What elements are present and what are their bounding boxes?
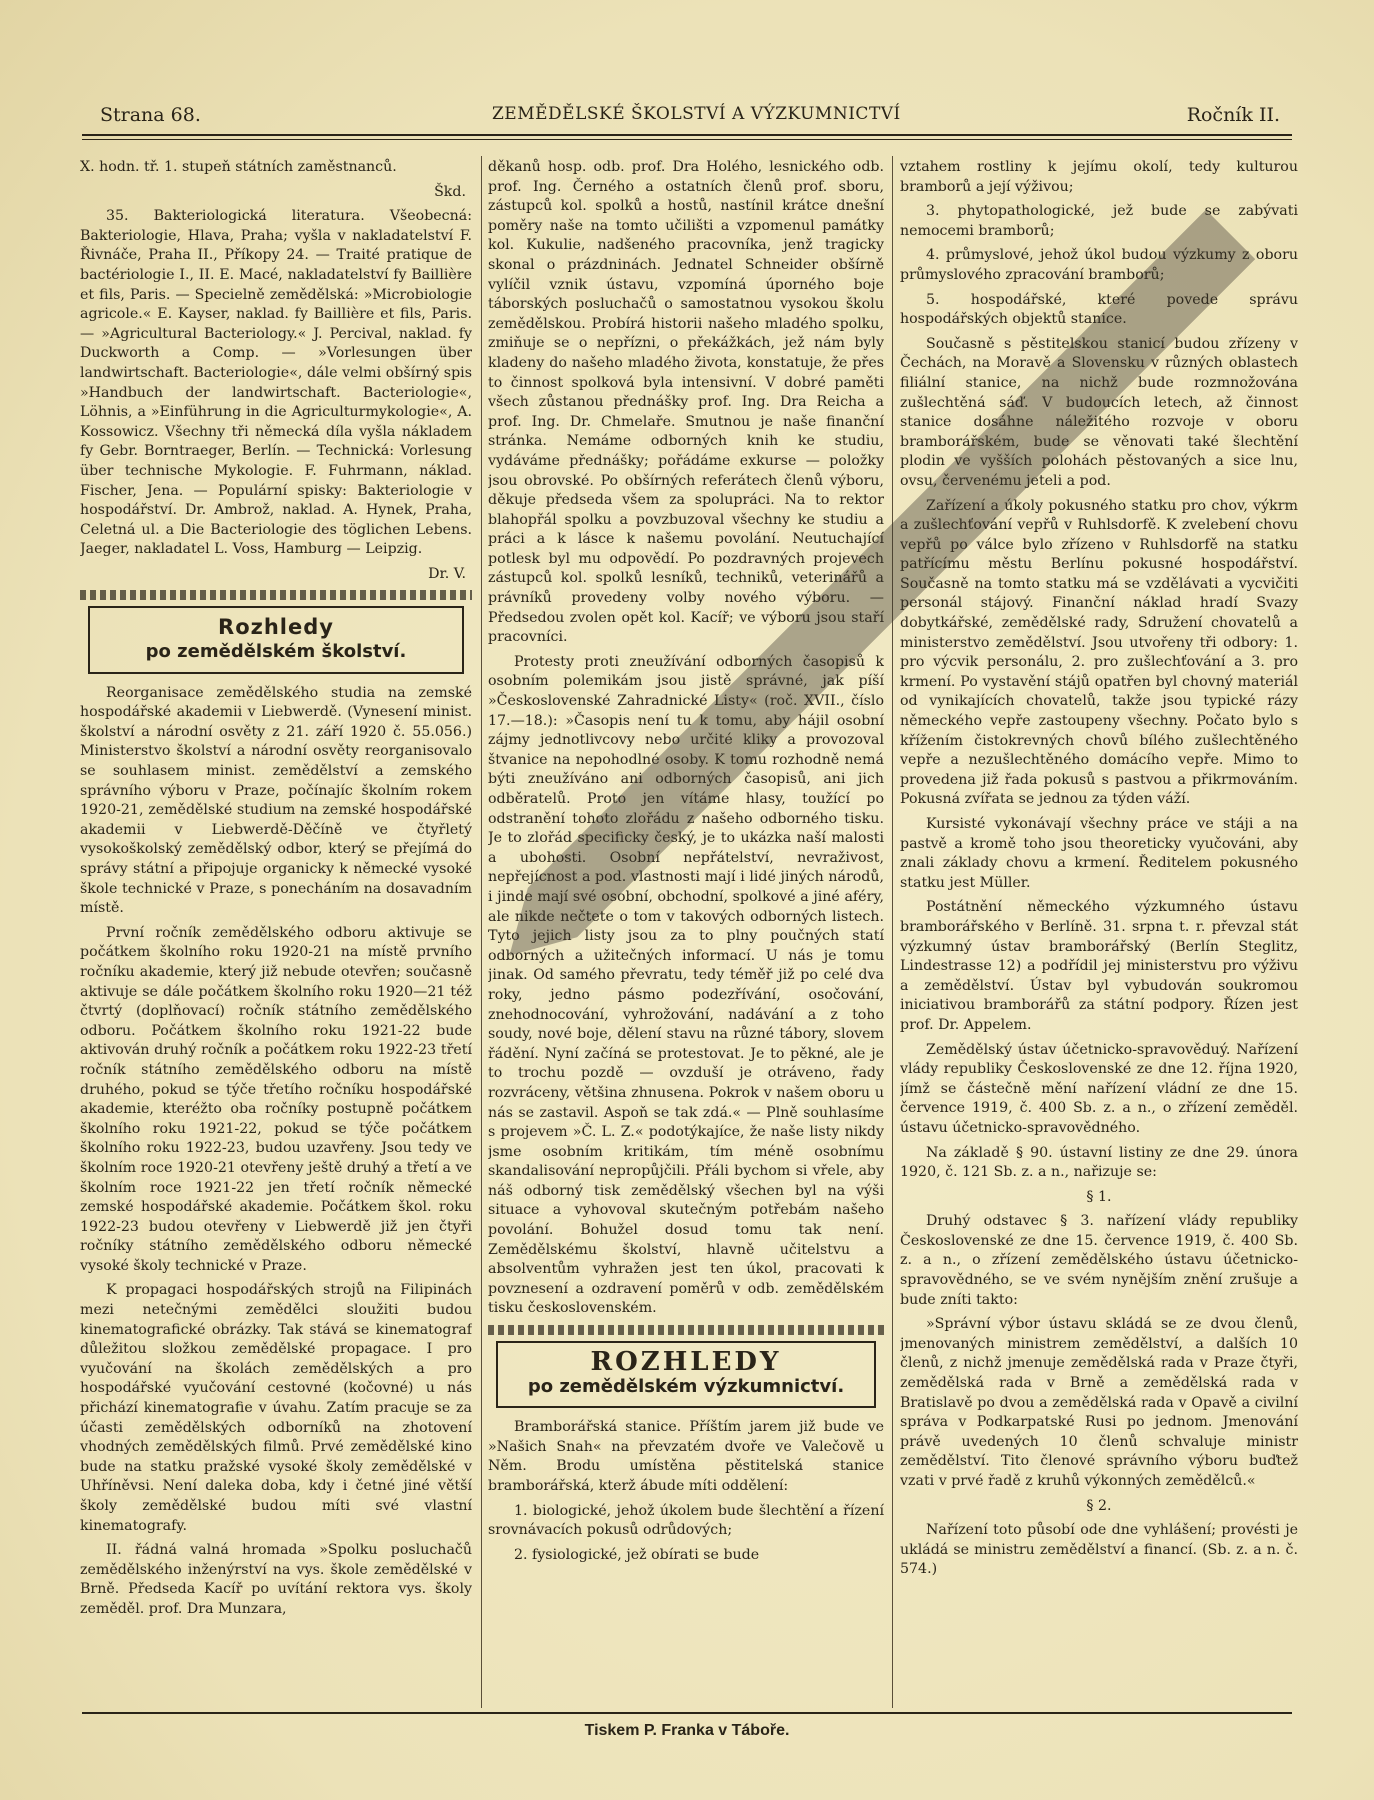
article-text: Na základě § 90. ústavní listiny ze dne 29. února 1920, č. 121 Sb. z. a n., nařizuje se: <box>900 1144 1298 1181</box>
volume-number: Ročník II. <box>1186 104 1280 126</box>
article-reorganisation: Reorganisace zemědělského studia na zemské hospodářské akademii v Liebwerdě. (Vynesení minist. školství a národní osvěty z 21. září 1920 č. 55.056.) Ministerstvo školství a národní osvěty reorganisovalo se souhlasem minist. zemědělství a zemského správního výboru v Praze, počínajíc školním rokem 1920-21, zemědělské studium na zemské hospodářské akademii v Liebwerdě-Děčíně ve čtyřletý vysokoškolský zemědělský odbor, který se přejímá do správy státní a připojuje organicky k německé vysoké škole technické v Praze, s ponecháním na dosavadním místě. <box>80 684 472 917</box>
article-text: vztahem rostliny k jejímu okolí, tedy kulturou bramborů a její výživou; <box>900 159 1298 195</box>
article-text: Nařízení toto působí ode dne vyhlášení; provésti je ukládá se ministru zemědělství a financí. (Sb. z. a n. č. 574.) <box>900 1522 1298 1578</box>
footer-rule <box>82 1712 1292 1714</box>
list-item: 4. průmyslové, jehož úkol budou výzkumy z oboru průmyslového zpracování bramborů; <box>900 247 1298 283</box>
signature: Škd. <box>434 183 466 200</box>
page-header <box>100 104 1280 134</box>
list-item: 1. biologické, jehož úkolem bude šlechtění a řízení srovnávacích pokusů odrůdových; <box>488 1502 884 1539</box>
article-text: První ročník zemědělského odboru aktivuje se počátkem školního roku 1920-21 na místě prvního ročníku akademie, který již nebude otevřen; současně aktivuje se dále počátkem školního roku 1920—21 též čtvrtý (doplňovací) ročník státního zemědělského odboru. Počátkem školního roku 1921-22 bude aktivován druhý ročník a počátkem roku 1922-23 třetí ročník státního zemědělského odboru na místě druhého, pokud se týče třetího ročníku hospodářské akademie, kteréžto oba ročníky postupně počátkem školního roku 1921-22, pokud se týče počátkem školního roku 1922-23, budou uzavřeny. Jsou tedy ve školním roce 1920-21 otevřeny ještě druhý a třetí a ve školním roce 1921-22 jen třetí ročník německé zemské hospodářské akademie. Počátkem škol. roku 1922-23 budou otevřeny v Liebwerdě již jen čtyři ročníky státního zemědělského odboru německé vysoké školy technické v Praze. <box>80 924 472 1274</box>
list-item: 5. hospodářské, které povede správu hospodářských objektů stanice. <box>900 291 1298 328</box>
header-rule <box>82 134 1292 136</box>
article-bramborarska-stanice: Bramborářská stanice. Příštím jarem již bude ve »Našich Snah« na převzatém dvoře ve Valečově u Něm. Brodu umístěna pěstitelská stanice bramborářská, kterž ábude míti oddělení: <box>488 1419 884 1494</box>
ornament-divider <box>80 590 472 600</box>
article-bacteriology-literature: 35. Bakteriologická literatura. Všeobecná: Bakteriologie, Hlava, Praha; vyšla v nakladatelství F. Řivnáče, Praha II., Příkopy 24. — Traité pratique de bactériologie I., II. E. Macé, nakladatelství fy Baillière et fils, Paris. — Specielně zemědělská: »Microbiologie agricole.« E. Kayser, naklad. fy Baillière et fils, Paris. — »Agricultural Bacteriology.« J. Percival, naklad. fy Duckworth a Comp. — »Vorlesungen über landwirtschaft. Bacteriologie«, dále velmi obšírný spis »Handbuch der landwirtschaft. Bacteriologie«, Löhnis, a »Einführung in die Agriculturmykologie«, A. Kossowicz. Všechny tři německá díla vyšla nákladem fy Gebr. Borntraeger, Berlín. — Technická: Vorlesung über technische Mykologie. F. Fuhrmann, náklad. Fischer, Jena. — Populární spisky: Bakteriologie v hospodářství. Dr. Ambrož, naklad. A. Hynek, Praha, Celetná ul. a Die Bacteriologie des töglichen Lebens. Jaeger, nakladatel L. Voss, Hamburg — Leipzig. <box>80 208 472 558</box>
list-item: 3. phytopathologické, jež bude se zabývati nemocemi bramborů; <box>900 203 1298 239</box>
article-text: děkanů hosp. odb. prof. Dra Holého, lesnického odb. prof. Ing. Černého a ostatních členů prof. sboru, zástupců kol. spolků a hostů, nastínil krátce dnešní poměry naše na tomto učilišti a vzpomenul památky kol. Kukulie, nadšeného pracovníka, jenž tragicky skonal o prázdninách. Jednatel Schneider obšírně vylíčil vznik ústavu, vzpomíná úporného boje táborských posluchačů o samostatnou vysokou školu zemědělskou. Probírá historii našeho mladého spolku, zmiňuje se o nepřízni, o překážkách, jež nám byly kladeny do našeho mladého života, konstatuje, že přes to činnost spolková byla intensivní. V dobré paměti všech zůstanou přednášky prof. Ing. Dra Reicha a prof. Ing. Dr. Chmelaře. Smutnou je naše finanční stránka. Nemáme odborných knih ke studiu, vydáváme přednášky; pořádáme exkurse — položky jsou obrovské. Po obšírných referátech členů výboru, děkuje předseda všem za spolupráci. Na to rektor blahopřál spolku a povzbuzoval všechny ke studiu a práci a k lásce k našemu povolání. Neutuchající potlesk byl mu odpovědí. Po pozdravných projevech zástupců kol. spolků lesníků, techniků, veterinářů a právníků provedeny volby nového výboru. — Předsedou zvolen opět kol. Kacíř; ve výboru jsou staří pracovníci. <box>488 159 884 646</box>
signature: Dr. V. <box>428 565 466 582</box>
article-protesty: Protesty proti zneužívání odborných časopisů k osobním polemikám jsou jistě správné, jak píší »Československé Zahradnické Listy« (roč. XVII., číslo 17.—18.): »Časopis není tu k tomu, aby hájil osobní zájmy jednotlivcovy nebo určité kliky a provozoval štvanice na nepohodlné osoby. K tomu rozhodně nemá býti zneužíváno ani odborných časopisů, ani jich odběratelů. Proto jen vítáme hlasy, toužící po odstranění tohoto zlořádu z našeho odborného tisku. Je to zlořád specificky český, je to ukázka naší malosti a ubohosti. Osobní nepřátelství, nevraživost, nepřejícnost a pod. vlastnosti mají i lidé jiných národů, i jinde mají své osobní, obchodní, spolkové a jiné aféry, ale nikde nečtete o tom v takových odborných listech. Tyto jejich listy jsou za to plny poučných statí odborných a užitečných informací. U nás je tomu jinak. Od samého převratu, tedy téměř již po celé dva roky, jedno pásmo podezřívání, osočování, znehodnocování, vyhrožování, nadávání a z toho soudy, nové boje, dělení stavu na různé tábory, slovem řádění. Nyní začíná se protestovat. Je to pěkné, ale je to trochu pozdě — ovzduší je otráveno, řady rozvráceny, většina zhnusena. Pokrok v našem oboru u nás se zastavil. Aspoň se tak zdá.« — Plně souhlasíme s projevem »Č. L. Z.« podotýkajíce, že naše listy nikdy jsme osobním kritikám, tím méně osobnímu skandalisování nepropůjčili. Přáli bychom si vřele, aby náš odborný tisk zemědělský všechen byl na výši situace a vyhovoval skutečným potřebám našeho povolání. Bohužel dosud tomu tak není. Zemědělskému školství, hlavně učitelstvu a absolventům vyhražen jest ten úkol, pracovati k povznesení a ozdravení poměrů v odb. zemědělském tisku československém. <box>488 653 884 1317</box>
section-title: ROZHLEDY <box>590 1347 782 1378</box>
ornament-divider <box>488 1325 884 1335</box>
printer-imprint: Tiskem P. Franka v Táboře. <box>584 1722 790 1739</box>
section-title: Rozhledy <box>218 615 334 640</box>
paragraph-mark: § 1. <box>1086 1188 1112 1205</box>
article-text: Současně s pěstitelskou stanicí budou zřízeny v Čechách, na Moravě a Slovensku v různých oblastech filiální stanice, na nichž bude rozmnožována zušlechtěná sáď. V budoucích letech, až činnost stanice dosáhne náležitého rozvoje v oboru bramborářském, bude se věnovati také šlechtění plodin ve vyšších polohách pěstovaných a sice lnu, ovsu, červenému jeteli a pod. <box>900 335 1298 489</box>
list-item: 2. fysiologické, jež obírati se bude <box>514 1546 760 1563</box>
article-ucetnicky-ustav: Zemědělský ústav účetnicko-spravověduý. Nařízení vlády republiky Československé ze dne 12. října 1920, jímž se částečně mění nařízení vládní ze dne 15. července 1919, č. 400 Sb. z. a n., o zřízení zeměděl. ústavu účetnicko-spravovědného. <box>900 1041 1298 1136</box>
journal-title: ZEMĚDĚLSKÉ ŠKOLSTVÍ A VÝZKUMNICTVÍ <box>492 104 901 124</box>
section-subtitle: po zemědělském výzkumnictví. <box>527 1375 845 1397</box>
article-text: Druhý odstavec § 3. nařízení vlády republiky Československé ze dne 15. července 1919, č. 400 Sb. z. a n., o zřízení zemědělského ústavu účetnicko-spravovědného, se ve svém nynějším znění zrušuje a bude zníti takto: <box>900 1213 1298 1308</box>
article-berlin-institute: Postátnění německého výzkumného ústavu bramborářského v Berlíně. 31. srpna t. r. převzal stát výzkumný ústav bramborářský (Berlín Steglitz, Lindestrasse 12) a podřídil jej ministerstvu pro výživu a zemědělství. Ústav byl vybudován soukromou iniciativou bramborářů za státní podpory. Řízen jest prof. Dr. Appelem. <box>900 899 1298 1033</box>
article-spolek: II. řádná valná hromada »Spolku posluchačů zemědělského inženýrství na vys. škole zemědělské v Brně. Předseda Kacíř po uvítání rektora vys. školy zeměděl. prof. Dra Munzara, <box>80 1542 472 1617</box>
article-ruhlsdorf: Zařízení a úkoly pokusného statku pro chov, výkrm a zušlechťování vepřů v Ruhlsdorfě. K zvelebení chovu vepřů po válce bylo zřízeno v Ruhlsdorfě na statku patřícímu městu Berlínu pokusné hospodářství. Současně na tomto statku má se vzdělávati a vycvičiti personál stájový. Finanční náklad hradí Svazy dobytkářské, zemědělské rady, Sdružení chovatelů a ministerstvo zemědělství. Jsou utvořeny tři odbory: 1. pro výcvik personálu, 2. pro zušlechťování a 3. pro krmení. Po vystavění stájů opatřen byl chovný materiál od vynikajících chovatelů, takže jsou typické rázy německého vepře zastoupeny všechny. Počato bylo s křížením čistokrevných chovů bílého zušlechtěného vepře a nezušlechtěného domácího vepře. Mimo to provedena již řada pokusů s pastvou a přikrmováním. Pokusná zvířata se jednou za týden váží. <box>900 497 1298 808</box>
section-heading-box <box>88 606 464 673</box>
page-number: Strana 68. <box>100 104 201 126</box>
article-text: Kursisté vykonávají všechny práce ve stáji a na pastvě a kromě toho jsou theoreticky vyučováni, aby znali základy chovu a krmení. Ředitelem pokusného statku jest Müller. <box>900 816 1298 891</box>
section-subtitle: po zemědělském školství. <box>145 641 407 663</box>
article-text: X. hodn. tř. 1. stupeň státních zaměstnanců. <box>80 159 397 175</box>
article-filipiny: K propagaci hospodářských strojů na Filipinách mezi netečnými zemědělci sloužiti budou kinematografické obrázky. Tak stává se kinematograf důležitou složkou zemědělské propagace. I pro vyučování na školách zemědělských a pro hospodářské vyučování cestovné (kočovné) u nás přichází kinematografie v úvahu. Zatím pracuje se za účasti zemědělských odborníků na zhotovení vhodných zemědělských filmů. Prvé zemědělské kino bude na statku pražské vysoké školy zemědělské v Uhříněvsi. Není daleka doba, kdy i četné jiné větší školy zemědělské budou míti své vlastní kinematografy. <box>80 1282 472 1534</box>
paragraph-mark: § 2. <box>1086 1497 1112 1514</box>
column-1 <box>80 158 472 1640</box>
column-divider <box>481 156 482 1708</box>
section-heading-box <box>496 1341 876 1408</box>
header-rule-thin <box>82 139 1292 140</box>
column-divider <box>892 156 893 1708</box>
article-text: »Správní výbor ústavu skládá se ze dvou členů, jmenovaných ministrem zemědělství, a dalších 10 členů, z nichž jmenuje zemědělská rada v Praze čtyři, zemědělská rada v Brně a zemědělská rada v Bratislavě po dvou a zemědělská rada v Opavě a civilní správa v Podkarpatské Rusi po jednom. Jmenování právě uvedených 10 členů schvaluje ministr zemědělství. Tito členové správního výboru buďtež vzati v prvé řadě z kruhů výkonných zemědělců.« <box>900 1316 1298 1489</box>
